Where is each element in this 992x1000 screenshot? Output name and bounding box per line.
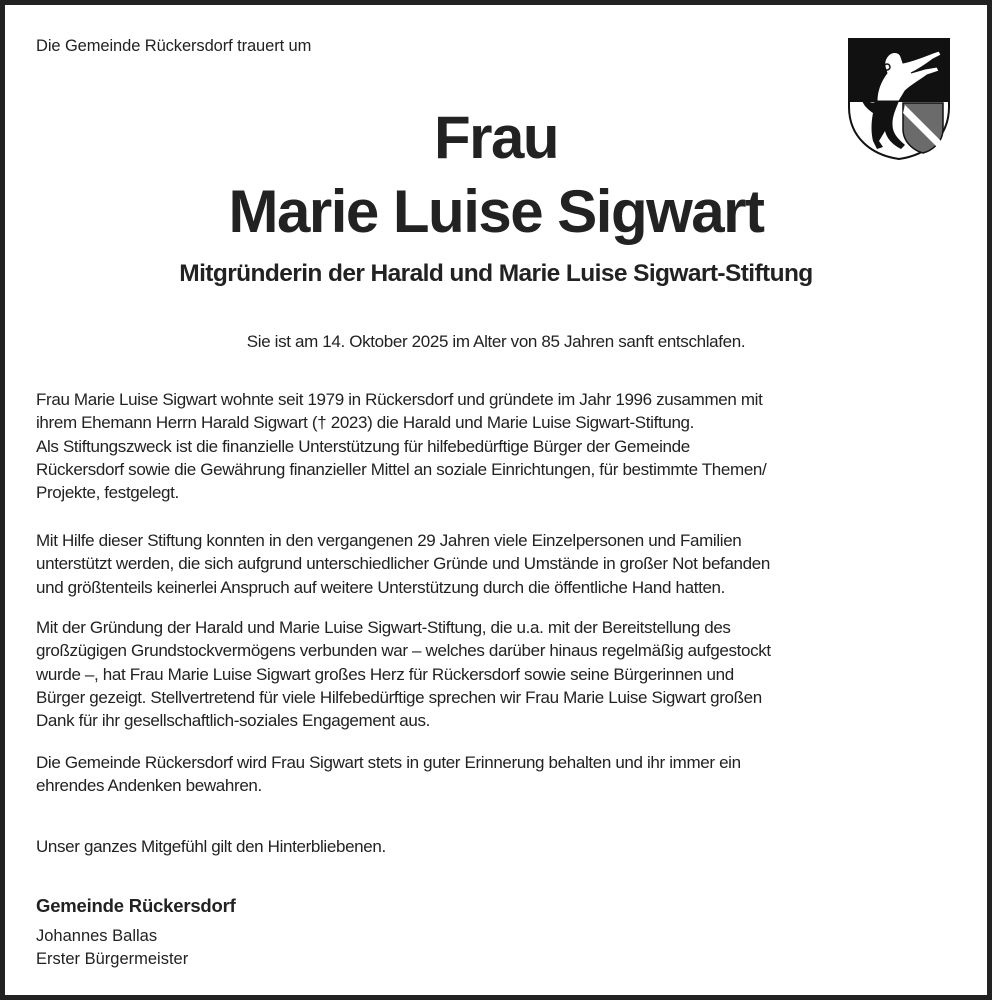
text-line: Unser ganzes Mitgefühl gilt den Hinterbliebenen.	[36, 837, 386, 856]
text-line: Mit der Gründung der Harald und Marie Luise Sigwart-Stiftung, die u.a. mit der Bereitstellung des	[36, 618, 731, 637]
text-line: wurde –, hat Frau Marie Luise Sigwart großes Herz für Rückersdorf sowie seine Bürgerinnen und	[36, 664, 734, 684]
paragraph-remembrance	[36, 751, 966, 798]
intro-text: Die Gemeinde Rückersdorf trauert um	[36, 37, 312, 55]
title-name: Marie Luise Sigwart	[228, 178, 764, 245]
text-line: Projekte, festgelegt.	[36, 483, 179, 503]
text-line: Dank für ihr gesellschaftlich-soziales Engagement aus.	[36, 711, 431, 731]
text-line: Rückersdorf sowie die Gewährung finanzieller Mittel an soziale Einrichtungen, für bestimmte Themen/	[36, 459, 767, 479]
text-line: ehrendes Andenken bewahren.	[36, 776, 262, 796]
signature-organization: Gemeinde Rückersdorf	[36, 895, 236, 916]
title-salutation: Frau	[433, 104, 559, 171]
text-line: großzügigen Grundstockvermögens verbunden war – welches darüber hinaus regelmäßig aufgestockt	[36, 641, 771, 661]
text-line: unterstützt werden, die sich aufgrund unterschiedlicher Gründe und Umstände in großer Not befanden	[36, 554, 770, 574]
paragraph-foundation	[36, 388, 966, 504]
text-line: Die Gemeinde Rückersdorf wird Frau Sigwart stets in guter Erinnerung behalten und ihr immer ein	[36, 753, 741, 772]
signature-role: Erster Bürgermeister	[36, 950, 189, 968]
text-line: und größtenteils keinerlei Anspruch auf weitere Unterstützung durch die öffentliche Hand hatten.	[36, 577, 726, 597]
paragraph-support	[36, 529, 966, 599]
paragraph-condolence	[36, 835, 966, 858]
death-announcement: Sie ist am 14. Oktober 2025 im Alter von 85 Jahren sanft entschlafen.	[246, 332, 746, 351]
text-line: ihrem Ehemann Herrn Harald Sigwart († 2023) die Harald und Marie Luise Sigwart-Stiftung.	[36, 413, 695, 433]
text-line: Frau Marie Luise Sigwart wohnte seit 1979 in Rückersdorf und gründete im Jahr 1996 zusammen mit	[36, 390, 763, 409]
text-line: Bürger gezeigt. Stellvertretend für viele Hilfebedürftige sprechen wir Frau Marie Luise Sigwart großen	[36, 687, 762, 707]
text-line: Als Stiftungszweck ist die finanzielle Unterstützung für hilfebedürftige Bürger der Gemeinde	[36, 436, 690, 456]
paragraph-gratitude	[36, 616, 966, 732]
signature-name: Johannes Ballas	[36, 927, 158, 945]
subtitle: Mitgründerin der Harald und Marie Luise Sigwart-Stiftung	[179, 260, 813, 287]
text-line: Mit Hilfe dieser Stiftung konnten in den vergangenen 29 Jahren viele Einzelpersonen und Familien	[36, 531, 742, 550]
